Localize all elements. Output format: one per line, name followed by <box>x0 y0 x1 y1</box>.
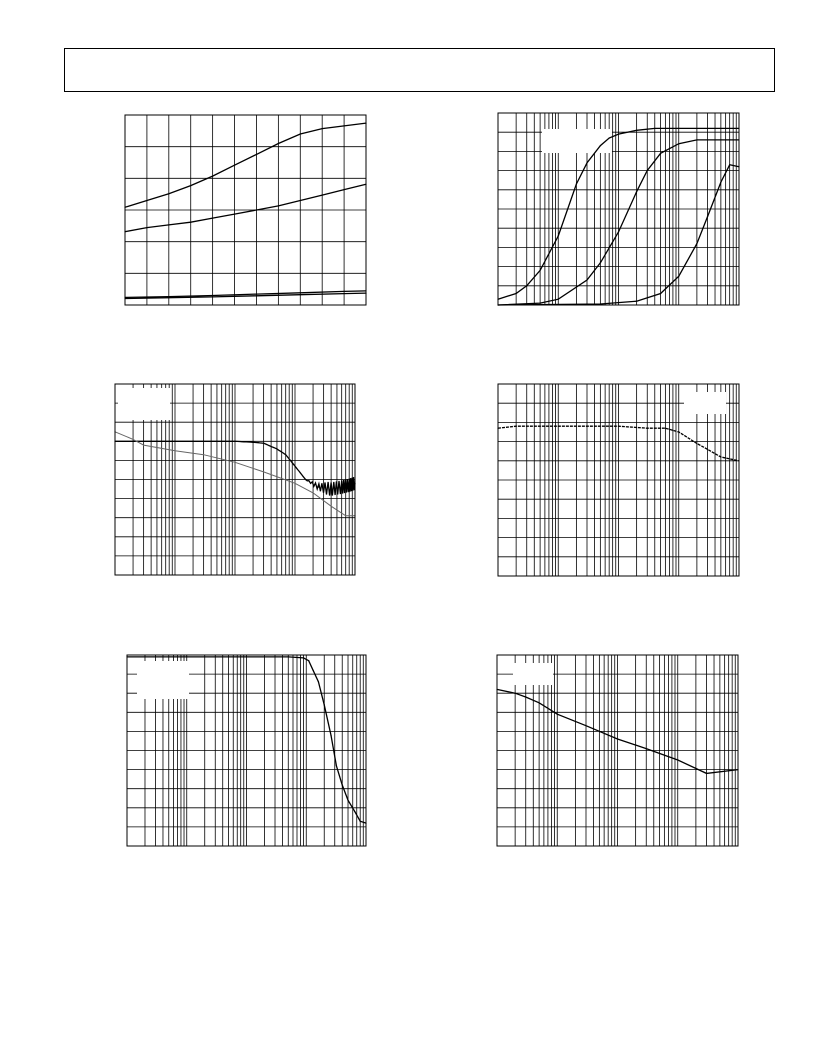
data-point <box>516 293 517 294</box>
data-point <box>618 426 619 427</box>
data-point <box>696 243 697 244</box>
data-point <box>190 222 191 223</box>
data-point <box>146 227 147 228</box>
data-point <box>647 170 648 171</box>
data-point <box>696 443 697 444</box>
data-point <box>345 515 346 516</box>
data-point <box>313 492 314 493</box>
data-point <box>539 702 540 703</box>
data-point <box>246 656 247 657</box>
data-point <box>318 681 319 682</box>
data-point <box>276 448 277 449</box>
data-point <box>300 292 301 293</box>
data-point <box>540 303 541 304</box>
data-point <box>174 450 175 451</box>
data-point <box>540 270 541 271</box>
data-point <box>525 696 526 697</box>
data-point <box>526 285 527 286</box>
data-point <box>660 293 661 294</box>
data-point <box>256 209 257 210</box>
data-point <box>720 182 721 183</box>
data-point <box>212 176 213 177</box>
data-point <box>168 224 169 225</box>
page-header-box <box>64 48 775 92</box>
data-point <box>186 656 187 657</box>
data-point <box>586 162 587 163</box>
chart-6 <box>496 654 739 847</box>
chart-2 <box>497 112 740 306</box>
data-point <box>618 231 619 232</box>
data-point <box>678 128 679 129</box>
data-point <box>322 128 323 129</box>
data-point <box>678 431 679 432</box>
data-point <box>288 656 289 657</box>
data-point <box>253 442 254 443</box>
data-point <box>557 714 558 715</box>
data-point <box>586 279 587 280</box>
data-point <box>331 506 332 507</box>
data-point <box>618 134 619 135</box>
data-point <box>294 483 295 484</box>
data-point <box>558 426 559 427</box>
data-point <box>617 738 618 739</box>
data-point <box>221 441 222 442</box>
data-point <box>285 454 286 455</box>
data-point <box>344 291 345 292</box>
data-point <box>303 657 304 658</box>
grid <box>498 113 739 305</box>
data-point <box>344 293 345 294</box>
data-point <box>193 441 194 442</box>
data-point <box>636 191 637 192</box>
data-point <box>146 200 147 201</box>
data-point <box>585 725 586 726</box>
data-point <box>294 466 295 467</box>
grid <box>125 115 366 305</box>
data-point <box>305 479 306 480</box>
data-point <box>360 821 361 822</box>
data-point <box>143 441 144 442</box>
data-point <box>174 441 175 442</box>
data-point <box>344 125 345 126</box>
data-point <box>256 154 257 155</box>
data-point <box>234 214 235 215</box>
data-point <box>347 800 348 801</box>
data-point <box>586 426 587 427</box>
data-point <box>256 295 257 296</box>
data-point <box>143 445 144 446</box>
data-point <box>203 454 204 455</box>
series-line-2 <box>125 184 366 232</box>
data-point <box>330 735 331 736</box>
data-point <box>263 471 264 472</box>
chart-3 <box>114 383 356 576</box>
data-point <box>308 660 309 661</box>
data-point <box>168 193 169 194</box>
data-point <box>515 693 516 694</box>
data-point <box>313 670 314 671</box>
data-point <box>720 139 721 140</box>
data-point <box>707 449 708 450</box>
data-point <box>677 759 678 760</box>
data-point <box>576 183 577 184</box>
legend-area <box>137 661 189 699</box>
chart-5 <box>126 654 367 847</box>
data-point <box>349 485 350 486</box>
data-point <box>729 164 730 165</box>
data-point <box>344 189 345 190</box>
data-point <box>168 296 169 297</box>
data-point <box>133 439 134 440</box>
chart-1 <box>124 114 367 306</box>
data-point <box>707 216 708 217</box>
data-point <box>558 235 559 236</box>
data-point <box>263 443 264 444</box>
data-point <box>234 462 235 463</box>
data-point <box>600 145 601 146</box>
data-point <box>341 487 342 488</box>
data-point <box>278 205 279 206</box>
data-point <box>256 294 257 295</box>
legend-area <box>684 392 726 414</box>
data-point <box>654 128 655 129</box>
data-point <box>324 704 325 705</box>
data-point <box>600 262 601 263</box>
legend-area <box>118 388 170 420</box>
data-point <box>678 276 679 277</box>
data-point <box>647 428 648 429</box>
data-point <box>168 297 169 298</box>
data-point <box>336 765 337 766</box>
data-point <box>706 773 707 774</box>
data-point <box>636 130 637 131</box>
series-line-1 <box>125 123 366 207</box>
data-point <box>342 784 343 785</box>
data-point <box>318 487 319 488</box>
data-point <box>300 133 301 134</box>
data-point <box>234 441 235 442</box>
data-point <box>354 811 355 812</box>
data-point <box>660 153 661 154</box>
data-point <box>646 748 647 749</box>
data-point <box>300 200 301 201</box>
data-point <box>600 303 601 304</box>
data-point <box>322 195 323 196</box>
data-point <box>331 488 332 489</box>
data-point <box>558 299 559 300</box>
data-point <box>212 218 213 219</box>
data-point <box>609 137 610 138</box>
data-point <box>190 185 191 186</box>
data-point <box>212 296 213 297</box>
data-point <box>234 165 235 166</box>
legend-area <box>513 663 553 685</box>
data-point <box>696 139 697 140</box>
data-point <box>665 428 666 429</box>
data-point <box>540 426 541 427</box>
chart-4 <box>497 383 740 577</box>
data-point <box>212 295 213 296</box>
data-point <box>133 441 134 442</box>
data-point <box>720 456 721 457</box>
data-point <box>636 301 637 302</box>
data-point <box>678 143 679 144</box>
data-point <box>300 294 301 295</box>
data-point <box>278 143 279 144</box>
legend-area <box>542 129 612 153</box>
data-point <box>203 441 204 442</box>
data-point <box>516 426 517 427</box>
